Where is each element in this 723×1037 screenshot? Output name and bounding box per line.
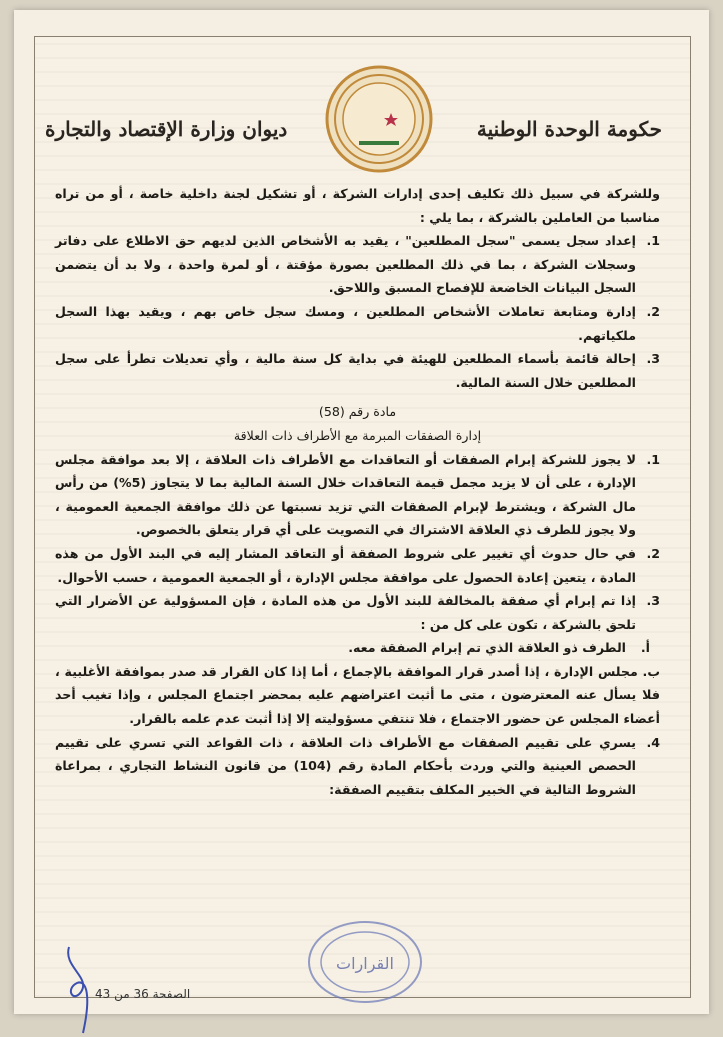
list-item: 1. إعداد سجل يسمى "سجل المطلعين" ، يقيد به الأشخاص الذين لديهم حق الاطلاع على دفاتر وسجلات الشركة ، بما في ذلك المطلعين بصورة مؤقتة ، أو لمرة واحدة ، ولا بد أن يتضمن السجل البيانات الخاضعة للإفصاح المسبق واللاحق. — [55, 233, 660, 296]
list-item: 2. في حال حدوث أي تغيير على شروط الصفقة أو التعاقد المشار إليه في البند الأول من هذه المادة ، يتعين إعادة الحصول على موافقة مجلس الإدارة ، أو الجمعية العمومية ، حسب الأحوال. — [55, 545, 660, 585]
article-number: مادة رقم (58) — [318, 404, 397, 420]
stamp-text: القرارات — [336, 954, 394, 973]
intro-paragraph: وللشركة في سبيل ذلك تكليف إحدى إدارات الشركة ، أو تشكيل لجنة داخلية خاصة ، أو من تراه مناسبا من العاملين بالشركة ، بما يلي : — [55, 186, 660, 225]
government-title: حكومة الوحدة الوطنية — [476, 117, 662, 141]
sub-item-a: أ. الطرف ذو العلاقة الذي تم إبرام الصفقة معه. — [348, 640, 650, 656]
list-item: 3. إحالة قائمة بأسماء المطلعين للهيئة في بداية كل سنة مالية ، وأي تعديلات تطرأ على سجل المطلعين خلال السنة المالية. — [55, 351, 660, 390]
list-item: 1. لا يجوز للشركة إبرام الصفقات أو التعاقدات مع الأطراف ذات العلاقة ، إلا بعد موافقة مجلس الإدارة ، على أن لا يزيد مجمل قيمة التعاقدات خلال السنة المالية بما لا يتجاوز (5%) من رأس مال الشركة ، ويشترط لإبرام الصفقات التي تزيد نسبتها عن ذلك موافقة الجمعية العمومية ، ولا يجوز للطرف ذي العلاقة الاشتراك في التصويت على أي قرار يتعلق بالخصوص. — [55, 451, 660, 538]
page-number: الصفحة 36 من 43 — [95, 987, 191, 1001]
document-body — [55, 182, 660, 801]
document-sheet — [14, 10, 709, 1014]
libya-emblem-icon — [325, 65, 433, 173]
list-item: 3. إذا تم إبرام أي صفقة بالمخالفة للبند الأول من هذه المادة ، فإن المسؤولية عن الأضرار التي تلحق بالشركة ، تكون على كل من : — [55, 593, 660, 632]
list-item: 4. يسري على تقييم الصفقات مع الأطراف ذات العلاقة ، ذات القواعد التي تسري على تقييم الحصص العينية والتي وردت بأحكام المادة رقم (104) من قانون النشاط التجاري ، بمراعاة الشروط التالية في الخبير المكلف بتقييم الصفقة: — [55, 734, 660, 797]
article-title: إدارة الصفقات المبرمة مع الأطراف ذات العلاقة — [233, 427, 482, 443]
sub-item-b: ب. مجلس الإدارة ، إذا أصدر قرار الموافقة بالإجماع ، أما إذا كان القرار قد صدر بموافقة الأغلبية ، فلا يسأل عنه المعترضون ، متى ما أثبت اعتراضهم عليه بمحضر اجتماع المجلس ، وإذا تغيب أحد أعضاء المجلس عن حضور الاجتماع ، فلا تنتفي مسؤوليته إلا إذا أثبت عدم علمه بالقرار. — [55, 663, 660, 727]
official-stamp-icon — [305, 917, 425, 1007]
list-item: 2. إدارة ومتابعة تعاملات الأشخاص المطلعين ، ومسك سجل خاص بهم ، ويقيد بهذا السجل ملكياتهم. — [55, 303, 660, 343]
ministry-title: ديوان وزارة الإقتصاد والتجارة — [45, 117, 288, 141]
page-frame — [34, 36, 691, 1001]
page-header — [35, 57, 690, 177]
